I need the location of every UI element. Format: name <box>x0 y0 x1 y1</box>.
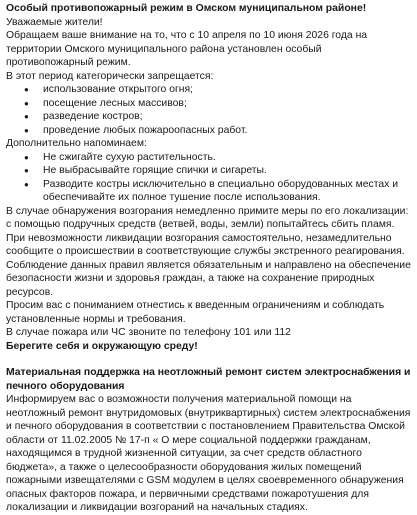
prohibited-list <box>6 83 411 137</box>
list-item: ● проведение любых пожароопасных работ. <box>6 124 411 138</box>
notice-fire-title: Особый противопожарный режим в Омском муниципальном районе! <box>6 3 367 14</box>
list-item: ● Разводите костры исключительно в специально оборудованных местах и обеспечивайте их полное тушение после использования. <box>6 178 411 205</box>
list-item: ● Не выбрасывайте горящие спички и сигареты. <box>6 164 411 178</box>
reminder-heading: Дополнительно напоминаем: <box>6 138 147 149</box>
notice-fire-intro: Обращаем ваше внимание на то, что с 10 апреля по 10 июня 2026 года на территории Омского муниципального района установлен особый противопожарный режим. <box>6 30 368 68</box>
section-spacer <box>6 353 411 366</box>
list-item: ● использование открытого огня; <box>6 83 411 97</box>
notice-support-body: Информируем вас о возможности получения материальной помощи на неотложный ремонт внутридомовых (внутриквартирных) систем электроснабжения и печного оборудования в соответствии с постановлением Правительства Омской области от 11.02.2005 № 17-п « О мере социальной поддержки гражданам, находящимся в трудной жизненной ситуации, за счет средств областного бюджета», а также о целесообразности оборудования жилых помещений пожарными извещателями с GSM модулем в целях своевременного обнаружения опасных факторов пожара, и первичными средствами пожаротушения для локализации и ликвидации возгораний на начальных стадиях. <box>6 394 411 513</box>
notice-fire-phone: В случае пожара или ЧС звоните по телефону 101 или 112 <box>6 327 291 338</box>
list-item: ● посещение лесных массивов; <box>6 97 411 111</box>
list-item: ● разведение костров; <box>6 110 411 124</box>
notice-fire-closing: Берегите себя и окружающую среду! <box>6 340 198 352</box>
notice-fire-greeting: Уважаемые жители! <box>6 16 103 28</box>
notice-fire-thanks: Просим вас с пониманием отнестись к введенным ограничениям и соблюдать установленные нормы и требования. <box>6 300 385 325</box>
list-item: ● Не сжигайте сухую растительность. <box>6 151 411 165</box>
reminder-list <box>6 151 411 205</box>
prohibited-heading: В этот период категорически запрещается: <box>6 70 214 82</box>
notice-support-title: Материальная поддержка на неотложный ремонт систем электроснабжения и печного оборудования <box>6 367 411 392</box>
notice-fire-body: В случае обнаружения возгорания немедленно примите меры по его локализации: с помощью подручных средств (ветвей, воды, земли) попытайтесь сбить пламя. При невозможности ликвидации возгорания самостоятельно, незамедлительно сообщите о происшествии в соответствующие службы экстренного реагирования. Соблюдение данных правил является обязательным и направлено на обеспечение безопасности жизни и здоровья граждан, а также на сохранение природных ресурсов. <box>6 205 411 298</box>
